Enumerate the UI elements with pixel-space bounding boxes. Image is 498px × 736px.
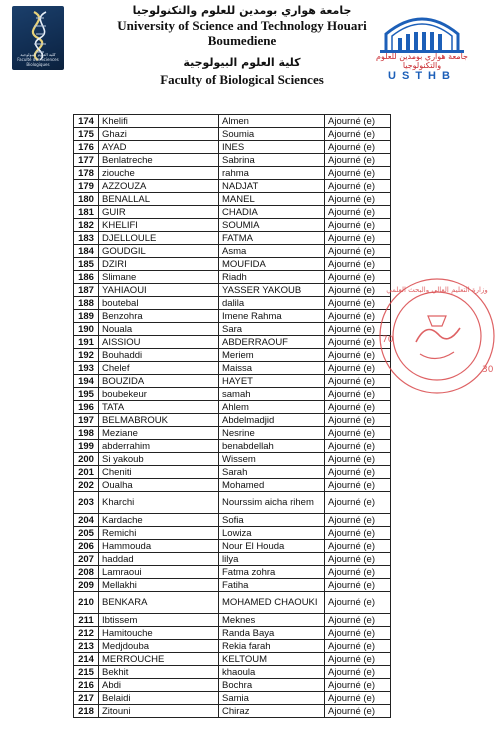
status-cell: Ajourné (e) <box>325 692 391 705</box>
status-cell: Ajourné (e) <box>325 167 391 180</box>
last-name-cell: DJELLOULE <box>99 232 219 245</box>
status-cell: Ajourné (e) <box>325 679 391 692</box>
table-row <box>74 180 391 193</box>
status-cell: Ajourné (e) <box>325 553 391 566</box>
row-number-cell: 216 <box>74 679 99 692</box>
status-cell: Ajourné (e) <box>325 271 391 284</box>
last-name-cell: AISSIOU <box>99 336 219 349</box>
first-name-cell: Wissem <box>219 453 325 466</box>
first-name-cell: Chiraz <box>219 705 325 718</box>
last-name-cell: Bouhaddi <box>99 349 219 362</box>
table-row <box>74 271 391 284</box>
last-name-cell: Abdi <box>99 679 219 692</box>
status-cell: Ajourné (e) <box>325 310 391 323</box>
row-number-cell: 175 <box>74 128 99 141</box>
status-cell: Ajourné (e) <box>325 492 391 514</box>
status-cell: Ajourné (e) <box>325 440 391 453</box>
last-name-cell: BENKARA <box>99 592 219 614</box>
last-name-cell: abderrahim <box>99 440 219 453</box>
row-number-cell: 206 <box>74 540 99 553</box>
status-cell: Ajourné (e) <box>325 514 391 527</box>
first-name-cell: Sofia <box>219 514 325 527</box>
row-number-cell: 195 <box>74 388 99 401</box>
table-row <box>74 427 391 440</box>
last-name-cell: Chelef <box>99 362 219 375</box>
last-name-cell: TATA <box>99 401 219 414</box>
row-number-cell: 186 <box>74 271 99 284</box>
row-number-cell: 213 <box>74 640 99 653</box>
faculty-logo-caption <box>14 52 62 67</box>
last-name-cell: Belaidi <box>99 692 219 705</box>
table-row <box>74 514 391 527</box>
table-row <box>74 440 391 453</box>
row-number-cell: 199 <box>74 440 99 453</box>
status-cell: Ajourné (e) <box>325 180 391 193</box>
row-number-cell: 191 <box>74 336 99 349</box>
last-name-cell: MERROUCHE <box>99 653 219 666</box>
last-name-cell: Hammouda <box>99 540 219 553</box>
status-cell: Ajourné (e) <box>325 193 391 206</box>
first-name-cell: Rekia farah <box>219 640 325 653</box>
first-name-cell: Randa Baya <box>219 627 325 640</box>
status-cell: Ajourné (e) <box>325 128 391 141</box>
row-number-cell: 209 <box>74 579 99 592</box>
faculty-logo-caption-en: Faculté des Sciences Biologiques <box>17 57 59 67</box>
first-name-cell: Sara <box>219 323 325 336</box>
last-name-cell: Benlatreche <box>99 154 219 167</box>
table-row <box>74 679 391 692</box>
table-row <box>74 453 391 466</box>
table-row <box>74 154 391 167</box>
last-name-cell: Hamitouche <box>99 627 219 640</box>
status-cell: Ajourné (e) <box>325 115 391 128</box>
table-row <box>74 692 391 705</box>
status-cell: Ajourné (e) <box>325 141 391 154</box>
last-name-cell: BOUZIDA <box>99 375 219 388</box>
row-number-cell: 184 <box>74 245 99 258</box>
table-row <box>74 115 391 128</box>
table-row <box>74 245 391 258</box>
status-cell: Ajourné (e) <box>325 566 391 579</box>
table-row <box>74 297 391 310</box>
table-row <box>74 336 391 349</box>
table-row <box>74 128 391 141</box>
status-cell: Ajourné (e) <box>325 579 391 592</box>
table-row <box>74 193 391 206</box>
last-name-cell: Bekhit <box>99 666 219 679</box>
status-cell: Ajourné (e) <box>325 375 391 388</box>
last-name-cell: Ibtissem <box>99 614 219 627</box>
row-number-cell: 182 <box>74 219 99 232</box>
table-row <box>74 219 391 232</box>
status-cell: Ajourné (e) <box>325 414 391 427</box>
first-name-cell: SOUMIA <box>219 219 325 232</box>
status-cell: Ajourné (e) <box>325 284 391 297</box>
first-name-cell: khaoula <box>219 666 325 679</box>
table-row <box>74 401 391 414</box>
table-row <box>74 167 391 180</box>
last-name-cell: boutebal <box>99 297 219 310</box>
status-cell: Ajourné (e) <box>325 592 391 614</box>
faculty-name-ar: كلية العلوم البيولوجية <box>183 56 301 69</box>
last-name-cell: Kharchi <box>99 492 219 514</box>
first-name-cell: Bochra <box>219 679 325 692</box>
first-name-cell: CHADIA <box>219 206 325 219</box>
last-name-cell: haddad <box>99 553 219 566</box>
row-number-cell: 214 <box>74 653 99 666</box>
row-number-cell: 198 <box>74 427 99 440</box>
row-number-cell: 193 <box>74 362 99 375</box>
row-number-cell: 177 <box>74 154 99 167</box>
first-name-cell: rahma <box>219 167 325 180</box>
first-name-cell: lilya <box>219 553 325 566</box>
status-cell: Ajourné (e) <box>325 427 391 440</box>
last-name-cell: Si yakoub <box>99 453 219 466</box>
first-name-cell: INES <box>219 141 325 154</box>
university-name-en-line1: University of Science and Technology Houari <box>117 18 367 33</box>
row-number-cell: 204 <box>74 514 99 527</box>
table-row <box>74 492 391 514</box>
first-name-cell: Meriem <box>219 349 325 362</box>
first-name-cell: Nourssim aicha rihem <box>219 492 325 514</box>
table-row <box>74 323 391 336</box>
first-name-cell: Ahlem <box>219 401 325 414</box>
first-name-cell: YASSER YAKOUB <box>219 284 325 297</box>
table-row <box>74 206 391 219</box>
svg-text:70: 70 <box>382 335 394 345</box>
first-name-cell: MOUFIDA <box>219 258 325 271</box>
first-name-cell: KELTOUM <box>219 653 325 666</box>
first-name-cell: Sabrina <box>219 154 325 167</box>
row-number-cell: 174 <box>74 115 99 128</box>
last-name-cell: Oualha <box>99 479 219 492</box>
official-stamp <box>376 272 498 400</box>
faculty-logo-caption-ar: كلية العلوم البيولوجية <box>20 52 56 57</box>
first-name-cell: Nour El Houda <box>219 540 325 553</box>
row-number-cell: 197 <box>74 414 99 427</box>
table-row <box>74 479 391 492</box>
first-name-cell: samah <box>219 388 325 401</box>
first-name-cell: Fatiha <box>219 579 325 592</box>
row-number-cell: 181 <box>74 206 99 219</box>
row-number-cell: 218 <box>74 705 99 718</box>
row-number-cell: 202 <box>74 479 99 492</box>
first-name-cell: Abdelmadjid <box>219 414 325 427</box>
first-name-cell: Lowiza <box>219 527 325 540</box>
table-row <box>74 640 391 653</box>
last-name-cell: Kardache <box>99 514 219 527</box>
first-name-cell: NADJAT <box>219 180 325 193</box>
row-number-cell: 179 <box>74 180 99 193</box>
last-name-cell: AYAD <box>99 141 219 154</box>
table-row <box>74 284 391 297</box>
status-cell: Ajourné (e) <box>325 614 391 627</box>
status-cell: Ajourné (e) <box>325 653 391 666</box>
table-row <box>74 579 391 592</box>
row-number-cell: 194 <box>74 375 99 388</box>
faculty-name-en: Faculty of Biological Sciences <box>160 72 324 87</box>
last-name-cell: Zitouni <box>99 705 219 718</box>
table-row <box>74 653 391 666</box>
last-name-cell: boubekeur <box>99 388 219 401</box>
first-name-cell: Soumia <box>219 128 325 141</box>
svg-text:30: 30 <box>482 365 494 375</box>
status-cell: Ajourné (e) <box>325 466 391 479</box>
status-cell: Ajourné (e) <box>325 336 391 349</box>
status-cell: Ajourné (e) <box>325 479 391 492</box>
faculty-logo <box>12 6 64 70</box>
last-name-cell: Remichi <box>99 527 219 540</box>
first-name-cell: Sarah <box>219 466 325 479</box>
first-name-cell: Asma <box>219 245 325 258</box>
row-number-cell: 192 <box>74 349 99 362</box>
last-name-cell: ziouche <box>99 167 219 180</box>
last-name-cell: Meziane <box>99 427 219 440</box>
table-row <box>74 566 391 579</box>
row-number-cell: 185 <box>74 258 99 271</box>
first-name-cell: Meknes <box>219 614 325 627</box>
first-name-cell: HAYET <box>219 375 325 388</box>
last-name-cell: Mellakhi <box>99 579 219 592</box>
last-name-cell: YAHIAOUI <box>99 284 219 297</box>
table-row <box>74 705 391 718</box>
row-number-cell: 215 <box>74 666 99 679</box>
row-number-cell: 212 <box>74 627 99 640</box>
status-cell: Ajourné (e) <box>325 219 391 232</box>
first-name-cell: Almen <box>219 115 325 128</box>
status-cell: Ajourné (e) <box>325 245 391 258</box>
last-name-cell: Ghazi <box>99 128 219 141</box>
last-name-cell: GOUDGIL <box>99 245 219 258</box>
last-name-cell: AZZOUZA <box>99 180 219 193</box>
table-row <box>74 592 391 614</box>
usthb-logo-ar: جامعة هواري بومدين للعلوم والتكنولوجيا <box>376 52 468 70</box>
last-name-cell: KHELIFI <box>99 219 219 232</box>
row-number-cell: 210 <box>74 592 99 614</box>
row-number-cell: 180 <box>74 193 99 206</box>
row-number-cell: 190 <box>74 323 99 336</box>
row-number-cell: 187 <box>74 284 99 297</box>
status-cell: Ajourné (e) <box>325 349 391 362</box>
first-name-cell: Fatma zohra <box>219 566 325 579</box>
last-name-cell: Khelifi <box>99 115 219 128</box>
first-name-cell: dalila <box>219 297 325 310</box>
table-row <box>74 614 391 627</box>
stamp-text: وزارة التعليم العالي والبحث العلمي <box>386 286 488 294</box>
status-cell: Ajourné (e) <box>325 388 391 401</box>
university-name-en-line2: Boumediene <box>207 33 277 48</box>
results-table-body <box>74 115 391 718</box>
table-row <box>74 627 391 640</box>
usthb-logo-text: USTHB <box>388 70 456 82</box>
status-cell: Ajourné (e) <box>325 627 391 640</box>
first-name-cell: Imene Rahma <box>219 310 325 323</box>
table-row <box>74 310 391 323</box>
table-row <box>74 141 391 154</box>
status-cell: Ajourné (e) <box>325 206 391 219</box>
first-name-cell: Mohamed <box>219 479 325 492</box>
table-row <box>74 553 391 566</box>
first-name-cell: MOHAMED CHAOUKI <box>219 592 325 614</box>
usthb-emblem-icon <box>372 10 472 54</box>
row-number-cell: 200 <box>74 453 99 466</box>
table-row <box>74 232 391 245</box>
row-number-cell: 188 <box>74 297 99 310</box>
status-cell: Ajourné (e) <box>325 666 391 679</box>
table-row <box>74 466 391 479</box>
row-number-cell: 178 <box>74 167 99 180</box>
last-name-cell: Lamraoui <box>99 566 219 579</box>
row-number-cell: 196 <box>74 401 99 414</box>
usthb-logo <box>372 10 472 82</box>
first-name-cell: Nesrine <box>219 427 325 440</box>
last-name-cell: DZIRI <box>99 258 219 271</box>
table-row <box>74 388 391 401</box>
last-name-cell: Slimane <box>99 271 219 284</box>
last-name-cell: GUIR <box>99 206 219 219</box>
results-table <box>73 114 391 718</box>
status-cell: Ajourné (e) <box>325 705 391 718</box>
table-row <box>74 527 391 540</box>
status-cell: Ajourné (e) <box>325 453 391 466</box>
first-name-cell: ABDERRAOUF <box>219 336 325 349</box>
first-name-cell: Maissa <box>219 362 325 375</box>
table-row <box>74 349 391 362</box>
status-cell: Ajourné (e) <box>325 401 391 414</box>
row-number-cell: 176 <box>74 141 99 154</box>
last-name-cell: Cheniti <box>99 466 219 479</box>
row-number-cell: 207 <box>74 553 99 566</box>
status-cell: Ajourné (e) <box>325 323 391 336</box>
row-number-cell: 201 <box>74 466 99 479</box>
row-number-cell: 208 <box>74 566 99 579</box>
table-row <box>74 258 391 271</box>
status-cell: Ajourné (e) <box>325 258 391 271</box>
table-row <box>74 362 391 375</box>
first-name-cell: Samia <box>219 692 325 705</box>
first-name-cell: FATMA <box>219 232 325 245</box>
table-row <box>74 375 391 388</box>
row-number-cell: 217 <box>74 692 99 705</box>
row-number-cell: 205 <box>74 527 99 540</box>
status-cell: Ajourné (e) <box>325 154 391 167</box>
table-row <box>74 540 391 553</box>
status-cell: Ajourné (e) <box>325 297 391 310</box>
row-number-cell: 183 <box>74 232 99 245</box>
last-name-cell: Nouala <box>99 323 219 336</box>
row-number-cell: 189 <box>74 310 99 323</box>
first-name-cell: benabdellah <box>219 440 325 453</box>
last-name-cell: Benzohra <box>99 310 219 323</box>
status-cell: Ajourné (e) <box>325 362 391 375</box>
status-cell: Ajourné (e) <box>325 527 391 540</box>
last-name-cell: BELMABROUK <box>99 414 219 427</box>
last-name-cell: BENALLAL <box>99 193 219 206</box>
status-cell: Ajourné (e) <box>325 232 391 245</box>
row-number-cell: 203 <box>74 492 99 514</box>
status-cell: Ajourné (e) <box>325 640 391 653</box>
row-number-cell: 211 <box>74 614 99 627</box>
last-name-cell: Medjdouba <box>99 640 219 653</box>
table-row <box>74 666 391 679</box>
first-name-cell: Riadh <box>219 271 325 284</box>
university-name-ar: جامعة هواري بومدين للعلوم والتكنولوجيا <box>132 4 352 17</box>
first-name-cell: MANEL <box>219 193 325 206</box>
table-row <box>74 414 391 427</box>
status-cell: Ajourné (e) <box>325 540 391 553</box>
